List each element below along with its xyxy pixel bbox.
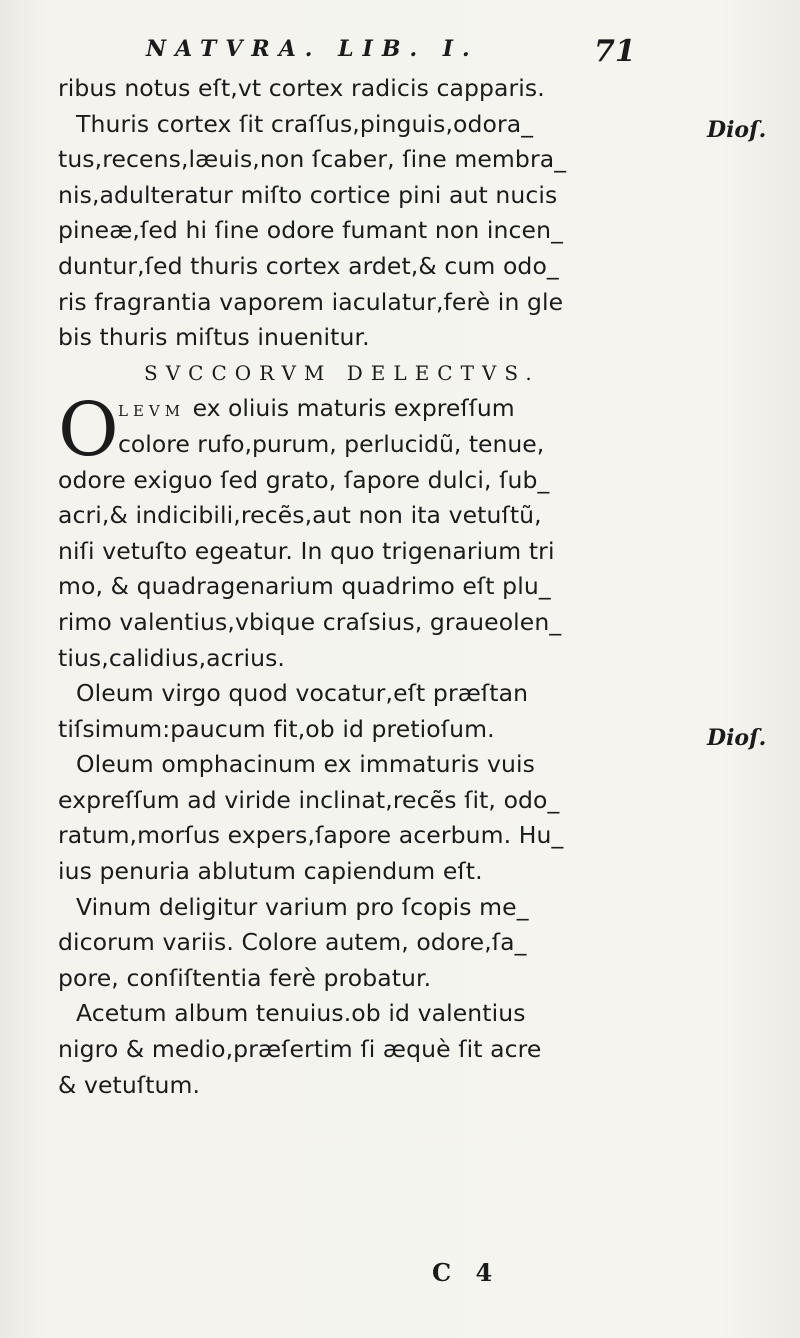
page-number: 71	[594, 34, 636, 69]
text-line: duntur,ſed thuris cortex ardet,& cum odo_	[58, 251, 559, 280]
text-line: Oleum omphacinum ex immaturis vuis	[76, 750, 535, 779]
drop-capital: O	[58, 387, 119, 474]
text-line: expreſſum ad viride inclinat,recẽs ſit, odo_	[58, 785, 560, 814]
text-line: niſi vetuſto egeatur. In quo trigenarium tri	[58, 536, 555, 565]
text-line: Vinum deligitur varium pro ſcopis me_	[76, 892, 529, 921]
text-line: ius penuria ablutum capiendum eſt.	[58, 857, 483, 886]
text-line: tius,calidius,acrius.	[58, 643, 286, 672]
text-line: ribus notus eſt,vt cortex radicis capparis.	[58, 74, 545, 102]
text-line: dicorum variis. Colore autem, odore,ſa_	[58, 928, 527, 957]
text-line: mo, & quadragenarium quadrimo eſt plu_	[58, 572, 551, 601]
text-line: bis thuris miſtus inuenitur.	[58, 323, 370, 352]
text-line: acri,& indicibili,recẽs,aut non ita vetuſtũ,	[58, 501, 542, 530]
text-line: pineæ,ſed hi ſine odore fumant non incen_	[58, 216, 563, 245]
text-line: colore rufo,purum, perlucidũ, tenue,	[118, 429, 545, 458]
text-line: odore exiguo ſed grato, ſapore dulci, ſub_	[58, 465, 550, 494]
text-line: Thuris cortex ſit craſſus,pinguis,odora_	[76, 109, 534, 138]
margin-note: Dioſ.	[707, 117, 767, 143]
margin-note: Dioſ.	[707, 725, 767, 751]
main-text	[58, 71, 658, 1103]
text-line: nis,adulteratur miſto cortice pini aut nucis	[58, 180, 558, 209]
text-line: Acetum album tenuius.ob id valentius	[76, 999, 526, 1028]
text-line: ris fragrantia vaporem iaculatur,ferè in gle	[58, 287, 564, 316]
text-line: & vetuſtum.	[58, 1070, 201, 1099]
text-line: tus,recens,læuis,non ſcaber, ſine membra_	[58, 145, 567, 174]
smallcaps-word: LEVM	[118, 402, 186, 421]
text-line: nigro & medio,præſertim ſi æquè ſit acre	[58, 1035, 542, 1064]
text-line: rimo valentius,vbique craſsius, graueolen_	[58, 607, 562, 636]
text-line: ratum,morſus expers,ſapore acerbum. Hu_	[58, 821, 564, 850]
section-heading: SVCCORVM DELECTVS.	[144, 360, 540, 385]
page-header	[0, 26, 800, 76]
text-line: Oleum virgo quod vocatur,eſt præſtan	[76, 679, 529, 708]
text-line: pore, conſiſtentia ferè probatur.	[58, 963, 432, 992]
text-fragment: ex oliuis maturis expreſſum	[185, 394, 515, 423]
signature-mark: C 4	[432, 1258, 501, 1287]
running-head: NATVRA. LIB. I.	[146, 36, 479, 62]
text-line: tiſsimum:paucum fit,ob id pretioſum.	[58, 714, 495, 743]
